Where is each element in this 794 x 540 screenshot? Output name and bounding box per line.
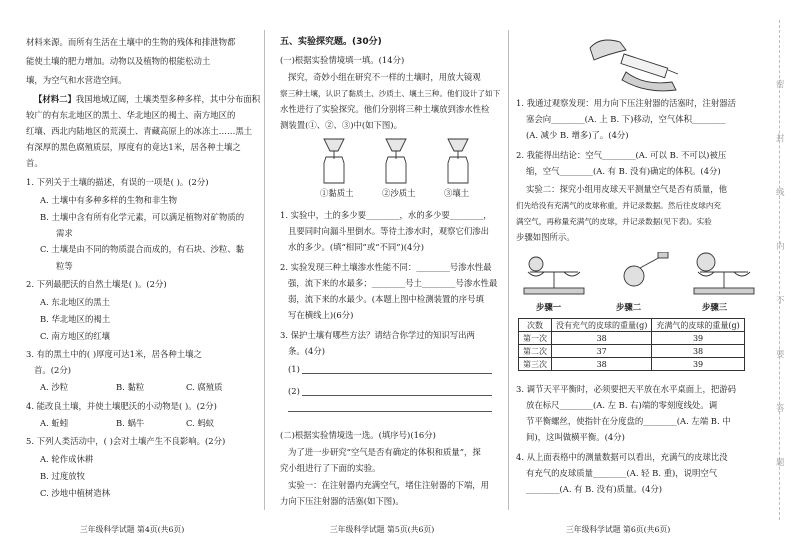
table-header-row	[519, 319, 745, 332]
hand-shape	[622, 72, 676, 91]
experiment2-line: 满空气，再称量充满气的皮球，并记录数据(见下表)。实验	[516, 217, 712, 226]
apparatus-label-1: ①黏质土	[320, 188, 354, 198]
p5-question-1: 1. 实验中，土的多少要________，水的多少要________，	[280, 210, 492, 220]
experiment2-line: 实验二：探究小组用皮球天平测量空气是否有质量，他	[526, 184, 727, 194]
option: C. 土壤是由不同的物质混合而成的，有石块、沙粒、黏	[40, 244, 245, 254]
p6-question-2: 缩，空气________(A. 有 B. 没有)确定的体积。(4分)	[526, 166, 721, 176]
page-6	[506, 0, 794, 540]
step-label-2: 步骤二	[616, 302, 642, 312]
answer-line-label: (1)	[288, 364, 300, 374]
balance-step-2	[624, 252, 668, 286]
p6-question-3: 放在标尺________(A. 左 B. 右)端的零刻度线处。调	[526, 400, 718, 410]
option: A. 蚯蚓	[40, 418, 69, 428]
option: C. 蚂蚁	[186, 418, 215, 428]
option: C. 沙地中植树造林	[40, 488, 111, 498]
option: C. 腐殖质	[186, 382, 223, 392]
syringe-tip	[668, 70, 678, 74]
p5-question-3: 3. 保护土壤有哪些方法？请结合你学过的知识写出两	[280, 330, 475, 340]
p6-question-4: 4. 从上面表格中的测量数据可以看出，充满气的皮球比没	[516, 452, 728, 462]
part2-title: (二)根据实验情境选一选。(填序号)(16分)	[280, 430, 436, 440]
option: A. 土壤中有多种多样的生物和非生物	[40, 195, 177, 205]
seal-char: 不	[776, 296, 785, 306]
answer-line[interactable]	[288, 411, 492, 412]
page-4	[0, 0, 261, 540]
apparatus-1	[324, 139, 344, 183]
balance-step-1	[524, 257, 584, 294]
material2-line: 红壤、西北内陆地区的荒漠土、青藏高原上的冰冻土……黑土	[26, 126, 253, 136]
p6-question-2: 2. 我能得出结论：空气________(A. 可以 B. 不可以)被压	[516, 150, 727, 160]
page-footer: 三年级科学试题 第4页(共6页)	[80, 525, 185, 534]
section-title: 五、实验探究题。(30分)	[280, 37, 382, 47]
option: 粒等	[56, 261, 73, 271]
option: 需求	[56, 228, 73, 238]
material2-line: 我国地域辽阔，土壤类型多种多样，其中分布面积	[75, 94, 261, 104]
table-row	[519, 358, 745, 371]
table-cell: 39	[652, 358, 744, 371]
material2-line: 有深厚的黑色腐殖质层，厚度有的竟达1米，居各种土壤之	[26, 142, 241, 152]
option: B. 华北地区的褐土	[40, 314, 111, 324]
apparatus-label-2: ②沙质土	[382, 188, 416, 198]
material2-line: 首。	[26, 158, 43, 168]
intro-line: 察三种土壤，认识了黏质土、沙质土、壤土三种。他们设计了如下	[280, 89, 501, 98]
question-3-stem: 3. 有的黑土中的( )厚度可达1米，居各种土壤之	[26, 349, 202, 359]
p5-question-3: 条。(4分)	[288, 346, 325, 356]
option: A. 沙粒	[40, 382, 69, 392]
question-4-stem: 4. 能改良土壤，并使土壤肥沃的小动物是( )。(2分)	[26, 401, 217, 411]
answer-line-label: (2)	[288, 386, 300, 396]
option: A. 轮作成休耕	[40, 454, 94, 464]
page-footer: 三年级科学试题 第6页(共6页)	[566, 525, 671, 534]
p6-question-4: 有充气的皮球质量________(A. 轻 B. 重)，说明空气	[526, 468, 718, 478]
seal-char: 内	[776, 242, 785, 252]
seal-char: 题	[776, 458, 785, 468]
experiment2-line: 们先给没有充满气的皮球称重，并记录数据。然后往皮球内充	[516, 201, 722, 210]
seal-char: 答	[776, 404, 785, 414]
answer-line[interactable]	[302, 395, 492, 396]
balance-steps-figure	[516, 252, 766, 300]
apparatus-2	[386, 139, 406, 183]
table-cell: 38	[552, 332, 652, 345]
hand-shape	[590, 40, 626, 60]
table-header-cell: 次数	[519, 319, 552, 332]
experiment2-line: 步骤如图所示。	[516, 232, 575, 242]
seal-char: 线	[776, 188, 785, 198]
p6-question-3: 节平衡螺丝，使指针在分度盘的________(A. 左端 B. 中	[526, 416, 731, 426]
passage-line: 能使土壤的肥力增加。动物以及植物的根能松动土	[26, 56, 211, 66]
answer-line[interactable]	[302, 373, 492, 374]
option: A. 东北地区的黑土	[40, 297, 110, 307]
question-2-stem: 2. 下列最肥沃的自然土壤是( )。(2分)	[26, 279, 167, 289]
step-label-3: 步骤三	[702, 302, 728, 312]
page-footer: 三年级科学试题 第5页(共6页)	[330, 525, 435, 534]
balance-step-3	[694, 253, 754, 294]
apparatus-label-3: ③壤土	[444, 188, 470, 198]
p6-question-3: 间)，这叫做横平衡。(4分)	[526, 432, 625, 442]
p5-question-2: 2. 实验发现三种土壤渗水性能不同：________号渗水性最	[280, 262, 492, 272]
part2-line: 力向下压注射器的活塞(如下图)。	[280, 496, 404, 506]
table-row	[519, 332, 745, 345]
table-header-cell: 没有充气的皮球的重量(g)	[552, 319, 652, 332]
seepage-apparatus-figure	[310, 137, 490, 185]
p5-question-2: 写在横线上)(6分)	[288, 310, 354, 320]
p5-question-1: 且要同时向漏斗里倒水。等待土渗水时，观察它们渗出	[288, 226, 489, 236]
table-cell: 第二次	[519, 345, 552, 358]
p6-question-3: 3. 调节天平平衡时，必须要把天平放在水平桌面上，把游码	[516, 384, 737, 394]
p5-question-1: 水的多少。(填“相同”或“不同”)(4分)	[288, 242, 425, 252]
material2-block	[34, 94, 260, 105]
passage-line: 壤，为空气和水营造空间。	[26, 75, 127, 85]
question-5-stem: 5. 下列人类活动中，( )会对土壤产生不良影响。(2分)	[26, 436, 226, 446]
question-1-stem: 1. 下列关于土壤的描述，有误的一项是( )。(2分)	[26, 177, 209, 187]
table-cell: 第一次	[519, 332, 552, 345]
p6-question-1: 塞会向________(A. 上 B. 下)移动，空气体积________	[526, 114, 726, 124]
question-3-stem: 首。(2分)	[34, 365, 71, 375]
option: B. 黏粒	[116, 382, 145, 392]
p6-question-4: ________(A. 有 B. 没有)质量。(4分)	[526, 484, 663, 494]
apparatus-3	[448, 139, 468, 183]
column-divider	[264, 30, 265, 510]
part2-line: 实验一：在注射器内充满空气，堵住注射器的下端，用	[288, 480, 489, 490]
seal-margin	[772, 0, 794, 540]
intro-line: 水性进行了实验探究。他们分别将三种土壤放到渗水性检	[280, 104, 490, 114]
passage-line: 材料来源。而所有生活在土壤中的生物的残体和排泄物都	[26, 37, 236, 47]
option: B. 过度放牧	[40, 471, 85, 481]
p5-question-2: 弱，流下来的水最少。(本题上图中检测装置的序号填	[288, 294, 484, 304]
option: B. 蜗牛	[116, 418, 145, 428]
intro-line: 测装置(①、②、③)中(如下图)。	[280, 120, 402, 130]
p6-question-1: (A. 减少 B. 增多)了。(4分)	[526, 130, 629, 140]
material2-line: 较广的有东北地区的黑土、华北地区的褐土、南方地区的	[26, 110, 236, 120]
table-cell: 38	[652, 345, 744, 358]
part2-line: 究小组进行了下面的实验。	[280, 463, 381, 473]
syringe-figure	[586, 30, 696, 94]
option: B. 土壤中含有所有化学元素，可以满足植物对矿物质的	[40, 212, 245, 222]
step-label-1: 步骤一	[536, 302, 562, 312]
part2-line: 为了进一步研究“空气是否有确定的体积和质量”，探	[288, 447, 481, 457]
table-header-cell: 充满气的皮球的重量(g)	[652, 319, 744, 332]
page-5	[270, 0, 506, 540]
material2-title: 【材料二】	[34, 94, 76, 104]
seal-char: 要	[776, 350, 785, 360]
table-cell: 38	[552, 358, 652, 371]
option: C. 南方地区的红壤	[40, 331, 111, 341]
table-cell: 37	[552, 345, 652, 358]
seal-char: 密	[776, 80, 785, 90]
part1-title: (一)根据实验情境填一填。(14分)	[280, 55, 405, 65]
ball-weight-table	[518, 318, 745, 371]
table-cell: 39	[652, 332, 744, 345]
p5-question-2: 强，流下来的水最多；________号土________号渗水性最	[288, 278, 498, 288]
table-row	[519, 345, 745, 358]
intro-line: 探究，奇妙小组在研究不一样的土壤时，用放大镜观	[288, 72, 481, 82]
p6-question-1: 1. 我通过观察发现：用力向下压注射器的活塞时，注射器活	[516, 98, 737, 108]
table-cell: 第三次	[519, 358, 552, 371]
seal-char: 封	[776, 134, 785, 144]
